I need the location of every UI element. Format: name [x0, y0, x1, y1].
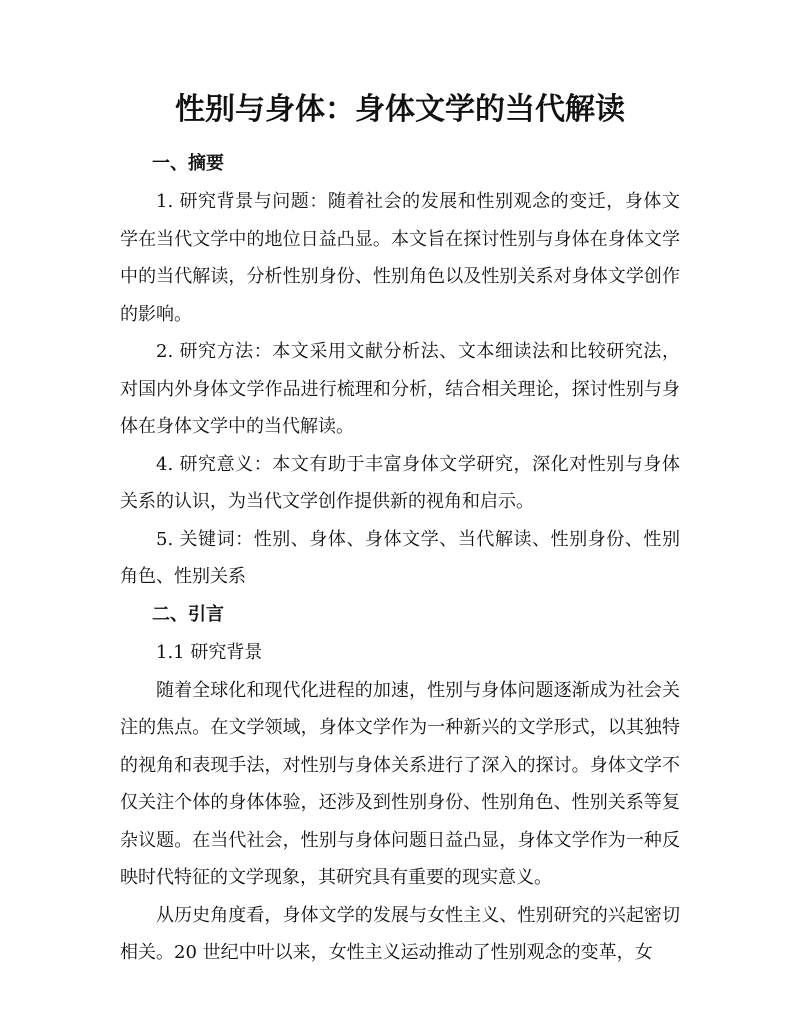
intro-heading: 二、引言	[152, 603, 224, 625]
abstract-item-significance: 4. 研究意义：本文有助于丰富身体文学研究，深化对性别与身体关系的认识，为当代文学创作提供新的视角和启示。	[120, 453, 680, 512]
intro-paragraph: 随着全球化和现代化进程的加速，性别与身体问题逐渐成为社会关注的焦点。在文学领域，身体文学作为一种新兴的文学形式，以其独特的视角和表现手法，对性别与身体关系进行了深入的探讨。身体文学不仅关注个体的身体体验，还涉及到性别身份、性别角色、性别关系等复杂议题。在当代社会，性别与身体问题日益凸显，身体文学作为一种反映时代特征的文学现象，其研究具有重要的现实意义。	[120, 679, 680, 888]
intro-paragraph: 从历史角度看，身体文学的发展与女性主义、性别研究的兴起密切相关。20 世纪中叶以来，女性主义运动推动了性别观念的变革，女	[120, 904, 680, 963]
abstract-item-keywords: 5. 关键词：性别、身体、身体文学、当代解读、性别身份、性别角色、性别关系	[120, 528, 680, 587]
abstract-heading: 一、摘要	[152, 153, 224, 174]
document-body	[120, 145, 680, 972]
intro-subheading: 1.1 研究背景	[156, 641, 263, 663]
abstract-item-method: 2. 研究方法：本文采用文献分析法、文本细读法和比较研究法，对国内外身体文学作品进行梳理和分析，结合相关理论，探讨性别与身体在身体文学中的当代解读。	[120, 341, 680, 437]
document-title: 性别与身体：身体文学的当代解读	[175, 92, 625, 127]
abstract-item-background: 1. 研究背景与问题：随着社会的发展和性别观念的变迁，身体文学在当代文学中的地位日益凸显。本文旨在探讨性别与身体在身体文学中的当代解读，分析性别身份、性别角色以及性别关系对身体文学创作的影响。	[120, 191, 680, 325]
